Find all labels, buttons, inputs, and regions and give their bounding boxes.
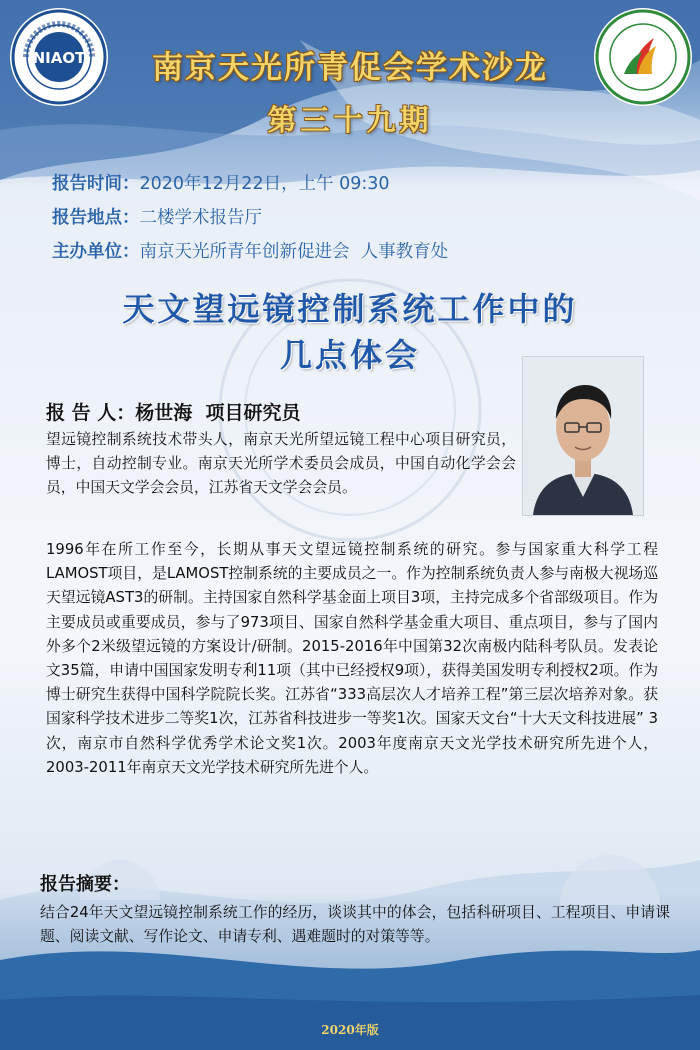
speaker-label: 报 告 人： <box>46 402 136 424</box>
event-place-value: 二楼学术报告厅 <box>139 208 262 228</box>
event-host-label: 主办单位： <box>52 242 140 262</box>
youth-association-logo <box>594 8 692 106</box>
edition-label: 2020年版 <box>321 1023 379 1037</box>
event-time-value: 2020年12月22日，上午 09:30 <box>139 174 390 194</box>
talk-title-line2: 几点体会 <box>279 336 420 374</box>
speaker-photo <box>522 356 644 516</box>
event-time-row <box>52 170 390 195</box>
institute-logo <box>10 8 108 106</box>
abstract-heading: 报告摘要： <box>40 874 130 895</box>
speaker-portrait-icon <box>523 357 643 515</box>
speaker-bio-detail: 1996年在所工作至今，长期从事天文望远镜控制系统的研究。参与国家重大科学工程LAMOST项目，是LAMOST控制系统的主要成员之一。作为控制系统负责人参与南极大视场巡天望远镜AST3的研制。主持国家自然科学基金面上项目3项，主持完成多个省部级项目。作为主要成员或重要成员，参与了973项目、国家自然科学基金重大项目、重点项目，参与了国内外多个2米级望远镜的方案设计/研制。2015-2016年中国第32次南极内陆科考队员。发表论文35篇，申请中国国家发明专利11项（其中已经授权9项），获得美国发明专利授权2项。作为博士研究生获得中国科学院院长奖。江苏省“333高层次人才培养工程”第三层次培养对象。获国家科学技术进步二等奖1次，江苏省科技进步一等奖1次。国家天文台“十大天文科技进展” 3次，南京市自然科学优秀学术论文奖1次。2003年度南京天文光学技术研究所先进个人，2003-2011年南京天文光学技术研究所先进个人。 <box>46 541 658 776</box>
issue-number: 第三十九期 <box>267 103 433 137</box>
institute-logo-icon <box>10 8 108 106</box>
svg-text:NIAOT: NIAOT <box>32 49 86 67</box>
event-time-label: 报告时间： <box>52 174 140 194</box>
speaker-heading <box>46 398 300 425</box>
speaker-bio-intro: 望远镜控制系统技术带头人，南京天光所望远镜工程中心项目研究员，博士，自动控制专业。南京天光所学术委员会成员，中国自动化学会会员，中国天文学会会员，江苏省天文学会会员。 <box>46 431 516 497</box>
talk-title-line1: 天文望远镜控制系统工作中的 <box>122 290 578 328</box>
event-place-label: 报告地点： <box>52 208 140 228</box>
abstract-text: 结合24年天文望远镜控制系统工作的经历，谈谈其中的体会，包括科研项目、工程项目、申请课题、阅读文献、写作论文、申请专利、遇难题时的对策等等。 <box>40 904 670 946</box>
youth-association-logo-icon <box>594 8 692 106</box>
speaker-name-title: 杨世海 项目研究员 <box>135 402 301 424</box>
event-host-row <box>52 238 448 263</box>
salon-title: 南京天光所青促会学术沙龙 <box>152 50 548 86</box>
event-host-value: 南京天光所青年创新促进会 人事教育处 <box>139 242 449 262</box>
event-place-row <box>52 204 262 229</box>
